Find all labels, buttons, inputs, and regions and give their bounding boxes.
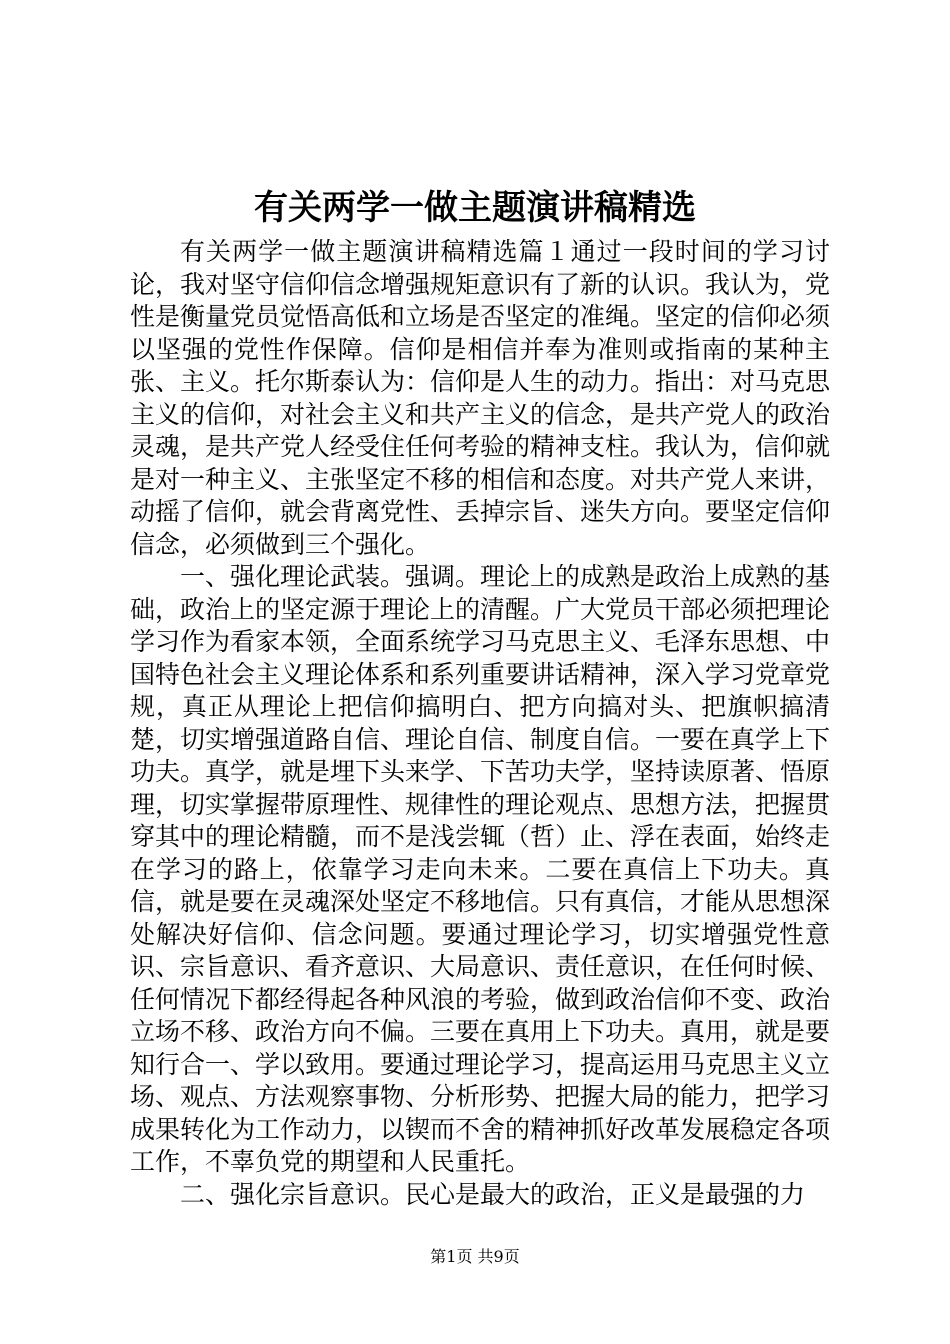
document-title: 有关两学一做主题演讲稿精选 <box>254 188 696 228</box>
paragraph-2: 一、强化理论武装。强调。理论上的成熟是政治上成熟的基础，政治上的坚定源于理论上的清醒。广大党员干部必须把理论学习作为看家本领，全面系统学习马克思主义、毛泽东思想、中国特色社会主义理论体系和系列重要讲话精神，深入学习党章党规，真正从理论上把信仰搞明白、把方向搞对头、把旗帜搞清楚，切实增强道路自信、理论自信、制度自信。一要在真学上下功夫。真学，就是埋下头来学、下苦功夫学，坚持读原著、悟原理，切实掌握带原理性、规律性的理论观点、思想方法，把握贯穿其中的理论精髓，而不是浅尝辄（哲）止、浮在表面，始终走在学习的路上，依靠学习走向未来。二要在真信上下功夫。真信，就是要在灵魂深处坚定不移地信。只有真信，才能从思想深处解决好信仰、信念问题。要通过理论学习，切实增强党性意识、宗旨意识、看齐意识、大局意识、责任意识，在任何时候、任何情况下都经得起各种风浪的考验，做到政治信仰不变、政治立场不移、政治方向不偏。三要在真用上下功夫。真用，就是要知行合一、学以致用。要通过理论学习，提高运用马克思主义立场、观点、方法观察事物、分析形势、把握大局的能力，把学习成果转化为工作动力，以锲而不舍的精神抓好改革发展稳定各项工作，不辜负党的期望和人民重托。 <box>130 562 831 1176</box>
paragraph-3: 二、强化宗旨意识。民心是最大的政治，正义是最强的力 <box>180 1179 806 1209</box>
paragraph-1: 有关两学一做主题演讲稿精选篇１通过一段时间的学习讨论，我对坚守信仰信念增强规矩意识有了新的认识。我认为，党性是衡量党员觉悟高低和立场是否坚定的准绳。坚定的信仰必须以坚强的党性作保障。信仰是相信并奉为准则或指南的某种主张、主义。托尔斯泰认为：信仰是人生的动力。指出：对马克思主义的信仰，对社会主义和共产主义的信念，是共产党人的政治灵魂，是共产党人经受住任何考验的精神支柱。我认为，信仰就是对一种主义、主张坚定不移的相信和态度。对共产党人来讲，动摇了信仰，就会背离党性、丢掉宗旨、迷失方向。要坚定信仰信念，必须做到三个强化。 <box>130 237 831 559</box>
page-number-footer: 第1页 共9页 <box>430 1247 520 1266</box>
document-body <box>130 236 830 1211</box>
